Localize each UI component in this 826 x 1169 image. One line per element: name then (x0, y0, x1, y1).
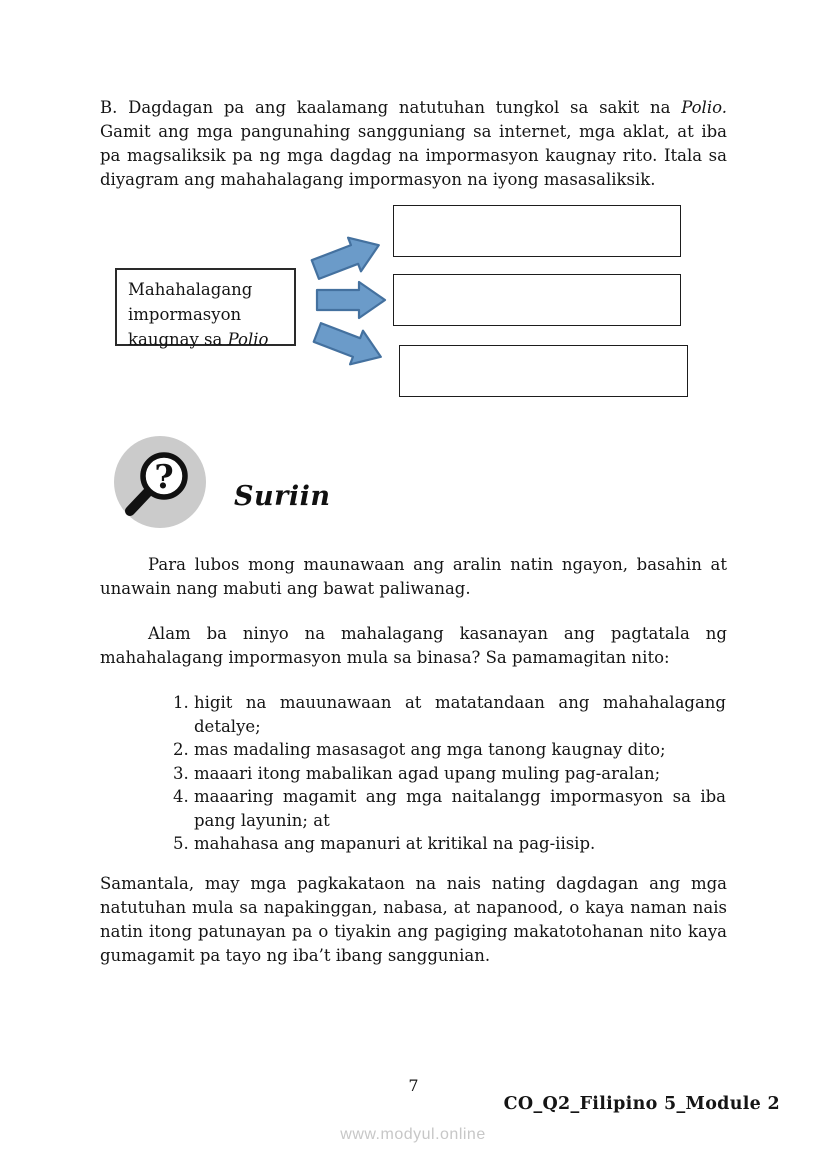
paragraph-1: Para lubos mong maunawaan ang aralin natin ngayon, basahin at unawain nang mabuti ang bawat paliwanag. (100, 555, 727, 598)
page-number: 7 (408, 1076, 419, 1095)
arrow-up-right-icon (309, 228, 385, 286)
magnifier-question-icon (113, 435, 207, 529)
intro-text-after: Gamit ang mga pangunahing sangguniang sa internet, mga aklat, at iba pa magsaliksik pa ng mga dagdag na impormasyon kaugnay rito. Itala sa diyagram ang mahahalagang impormasyon na iyong masasaliksik. (100, 122, 727, 189)
intro-italic-polio: Polio. (681, 98, 727, 117)
intro-text-before: B. Dagdagan pa ang kaalamang natutuhan tungkol sa sakit na (100, 98, 682, 117)
diagram-answer-box-2 (393, 274, 681, 326)
arrow-right-icon (317, 282, 385, 318)
source-box-text: Mahahalagang impormasyon kaugnay sa (128, 280, 253, 349)
question-mark-glyph: ? (154, 457, 174, 496)
watermark-url: www.modyul.online (340, 1126, 486, 1143)
diagram-arrows (300, 225, 400, 375)
paragraph-2: Alam ba ninyo na mahalagang kasanayan ang pagtatala ng mahahalagang impormasyon mula sa binasa? Sa pamamagitan nito: (100, 624, 727, 667)
list-item: 5. mahahasa ang mapanuri at kritikal na pag-iisip. (194, 832, 726, 856)
intro-paragraph (100, 96, 727, 192)
paragraph-3: Samantala, may mga pagkakataon na nais nating dagdagan ang mga natutuhan mula sa napakinggan, nabasa, at napanood, o kaya naman nais natin itong patunayan pa o tiyakin ang pagiging makatotohanan nito kaya gumagamit pa tayo ng iba’t ibang sanggunian. (100, 874, 727, 965)
diagram-answer-box-3 (399, 345, 688, 397)
module-code: CO_Q2_Filipino 5_Module 2 (503, 1094, 780, 1114)
arrow-down-right-icon (311, 316, 387, 374)
list-item: 2. mas madaling masasagot ang mga tanong kaugnay dito; (194, 738, 726, 762)
diagram-source-box (115, 268, 296, 349)
list-item: 1. higit na mauunawaan at matatandaan ang mahahalagang detalye; (194, 691, 726, 738)
section-title-suriin: Suriin (234, 481, 331, 512)
arrow-group (309, 228, 387, 373)
diagram-answer-box-1 (393, 205, 681, 257)
list-item: 3. maaari itong mabalikan agad upang muling pag-aralan; (194, 762, 726, 786)
benefits-list (158, 691, 726, 856)
list-item: 4. maaaring magamit ang mga naitalangg impormasyon sa iba pang layunin; at (194, 785, 726, 832)
source-box-italic-polio: Polio (227, 330, 269, 349)
